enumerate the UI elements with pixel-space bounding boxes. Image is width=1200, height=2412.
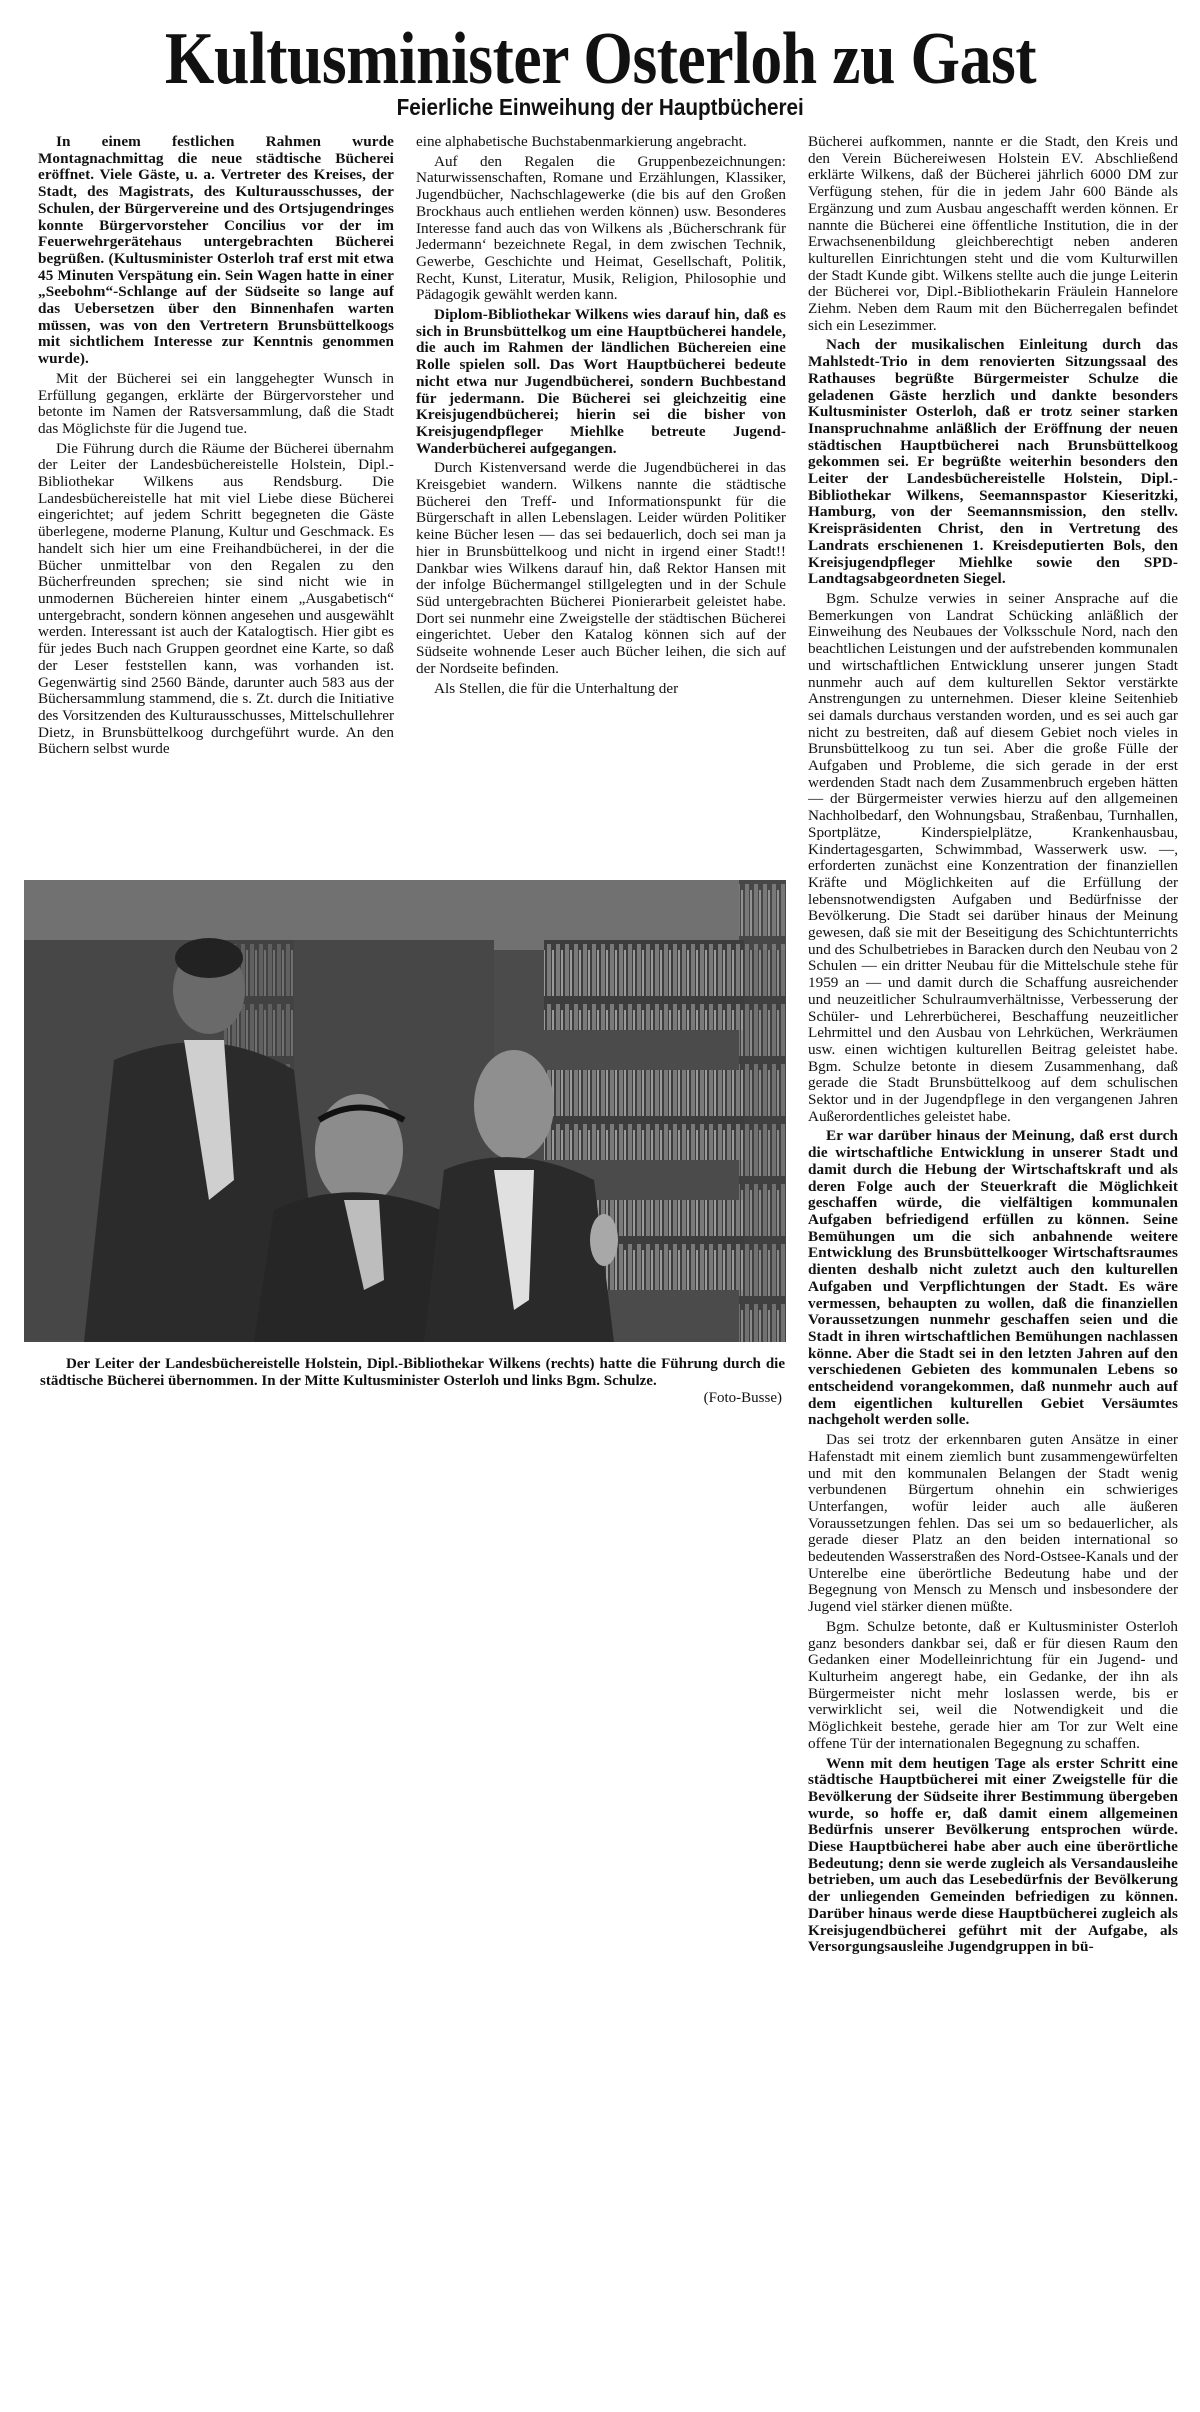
- paragraph-bold: Diplom-Bibliothekar Wilkens wies darauf hin, daß es sich in Brunsbüttelkog um eine Hauptbücherei handele, die auch im Rahmen der ländlichen Büchereien eine Rolle spielen soll. Das Wort Hauptbücherei bedeute nicht etwa nur Jugendbücherei, sondern Buchbestand für jedermann. Die Bücherei sei gleichzeitig eine Kreisjugendbücherei; hierin sei die bisher von Kreisjugendpfleger Miehlke betreute Jugend-Wanderbücherei aufgegangen.: [416, 306, 786, 457]
- wall: [24, 880, 786, 950]
- paragraph: Als Stellen, die für die Unterhaltung der: [434, 679, 679, 697]
- bookshelf: [544, 940, 744, 1030]
- paragraph-continued: Bücherei aufkommen, nannte er die Stadt, den Kreis und den Verein Büchereiwesen Holstein EV. Abschließend erklärte Wilkens, daß der Bücherei jährlich 6000 DM zur Verfügung stehen, für die in jedem Jahr 600 Bände als Ergänzung und zum Ausbau angeschafft werden können. Er nannte die Bücherei eine öffentliche Institution, die in der Erwachsenenbildung gleichberechtigt neben anderen kulturellen Einrichtungen steht und die vom Kulturwillen der Stadt Kunde gibt. Wilkens stellte auch die junge Leiterin der Bücherei vor, Dipl.-Bibliothekarin Fräulein Hannelore Ziehm. Neben dem Raum mit den Bücherregalen befindet sich ein Lesezimmer.: [808, 134, 1178, 334]
- article-column-1: [38, 134, 394, 874]
- photo-credit: (Foto-Busse): [703, 1390, 782, 1406]
- paragraph-bold: Er war darüber hinaus der Meinung, daß erst durch die wirtschaftliche Entwicklung in unserer Stadt und damit durch die Hebung der Wirtschaftskraft und als deren Folge auch der Steuerkraft die Möglichkeit geschaffen würde, die vielfältigen kommunalen Aufgaben befriedigend erfüllen zu können. Seine Bemühungen um die sich anbahnende weitere Entwicklung des Brunsbüttelkooger Wirtschaftsraumes dienten deshalb nicht zuletzt auch den kulturellen Aufgaben und Verpflichtungen der Stadt. Es wäre vermessen, behaupten zu wollen, daß die finanziellen Voraussetzungen nunmehr geschaffen seien und die Stadt in ihren wirtschaftlichen Bemühungen nachlassen könne. Aber die Stadt sei in den letzten Jahren auf den verschiedenen Gebieten des kommunalen Lebens so entscheidend vorangekommen, daß nunmehr auch auf dem eigentlichen kulturellen Gebiet Versäumtes nachgeholt werden solle.: [808, 1127, 1178, 1429]
- lead-paragraph: In einem festlichen Rahmen wurde Montagnachmittag die neue städtische Bücherei eröffnet. Viele Gäste, u. a. Vertreter des Kreises, der Stadt, des Magistrats, des Kulturausschusses, der Schulen, der Bürgervereine und des Ortsjugendringes konnte Bürgervorsteher Concilius vor der im Feuerwehrgerätehaus untergebrachten Bücherei begrüßen. (Kultusminister Osterloh traf erst mit etwa 45 Minuten Verspätung ein. Sein Wagen hatte in einer „Seebohm“-Schlange auf der Südseite so lange auf das Uebersetzen über den Binnenhafen warten müssen, was von den Vertretern Brunsbüttelkoogs mit sichtlichem Interesse zur Kenntnis genommen wurde).: [38, 134, 394, 368]
- paragraph: Mit der Bücherei sei ein langgehegter Wunsch in Erfüllung gegangen, erklärte der Bürgervorsteher und betonte im Namen der Ratsversammlung, daß die Stadt das Möglichste für die Jugend tue.: [38, 369, 394, 437]
- paragraph: Das sei trotz der erkennbaren guten Ansätze in einer Hafenstadt mit einem ziemlich bunt zusammengewürfelten und mit den kommunalen Belangen der Stadt wenig verbundenen Bürgertum ohnehin ein schwieriges Unterfangen, wofür leider auch alle äußeren Voraussetzungen fehlen. Das sei um so bedauerlicher, als gerade dieser Platz an den beiden international so bedeutenden Wasserstraßen des Nord-Ostsee-Kanals und der Unterelbe eine überörtliche Bedeutung habe und der Begegnung von Mensch zu Mensch und insbesondere der Jugend viel stärker dienen müßte.: [808, 1431, 1178, 1616]
- paragraph-bold: Nach der musikalischen Einleitung durch das Mahlstedt-Trio in dem renovierten Sitzungssaal des Rathauses begrüßte Bürgermeister Schulze die geladenen Gäste herzlich und dankte besonders Kultusminister Osterloh, daß er trotz seiner starken Inanspruchnahme anläßlich der Eröffnung der neuen städtischen Hauptbücherei nach Brunsbüttelkoog gekommen sei. Er begrüßte weiterhin besonders den Leiter der Landesbüchereistelle Holstein, Dipl.-Bibliothekar Wilkens, Seemannspastor Kieseritzki, Hamburg, von der Seemannsmission, den stellv. Kreispräsidenten Christ, den in Vertretung des Landrats erschienenen 1. Kreisdeputierten Bols, den Kreisjugendpfleger Miehlke sowie den SPD-Landtagsabgeordneten Siegel.: [808, 336, 1178, 588]
- photo-caption: Der Leiter der Landesbüchereistelle Holstein, Dipl.-Bibliothekar Wilkens (rechts) hatte die Führung durch die städtische Bücherei übernommen. In der Mitte Kultusminister Osterloh und links Bgm. Schulze.: [40, 1356, 785, 1389]
- photo-library-visit: [24, 880, 786, 1342]
- paragraph: Die Führung durch die Räume der Bücherei übernahm der Leiter der Landesbüchereistelle Holstein, Dipl.-Bibliothekar Wilkens aus Rendsburg. Die Landesbüchereistelle hat mit viel Liebe diese Bücherei eingerichtet; auf jedem Schritt begegneten die Gäste überlegene, moderne Planung, Kultur und Geschmack. Es handelt sich hier um eine Freihandbücherei, in der die Bücher unmittelbar von den Regalen zu den Bücherfreunden sprechen; sie sind nicht wie in unmodernen Büchereien hinter einem „Ausgabetisch“ untergebracht, sondern können angesehen und ausgewählt werden. Interessant ist auch der Katalogtisch. Hier gibt es für jedes Buch nach Gruppen geordnet eine Karte, so daß der Leser feststellen kann, was vorhanden ist. Gegenwärtig sind 2560 Bände, darunter auch 583 aus der Büchersammlung stammend, die s. Zt. durch die Initiative des Vorsitzenden des Kulturausschusses, Mittelschullehrer Dietz, in Brunsbüttelkoog durchgeführt wurde. An den Büchern selbst wurde: [38, 439, 394, 758]
- headline: Kultusminister Osterloh zu Gast: [164, 18, 1036, 100]
- headline-wrap: [0, 18, 1200, 100]
- news-photo: [24, 880, 786, 1342]
- subheadline: Feierliche Einweihung der Hauptbücherei: [396, 94, 804, 120]
- paragraph-continued: eine alphabetische Buchstabenmarkierung angebracht.: [416, 134, 747, 150]
- paragraph: Bgm. Schulze verwies in seiner Ansprache auf die Bemerkungen von Landrat Schücking anläßlich der Einweihung des Neubaues der Volksschule Nord, nach den beachtlichen Leistungen und der aufstrebenden kommunalen und wirtschaftlichen Entwicklung unserer jungen Stadt nunmehr auch auf dem kulturellen Sektor verstärkte Anstrengungen zu unternehmen. Dieser kleine Seitenhieb sei damals durchaus verstanden worden, und es sei auch gar nicht zu bestreiten, daß auf diesem Gebiet noch vieles in Brunsbüttelkoog zu tun sei. Aber die große Fülle der Aufgaben und Probleme, die sich gerade in der erst werdenden Stadt nach dem Zusammenbruch ergeben hätten — der Bürgermeister verwies hierzu auf den allgemeinen Nachholbedarf, den Wohnungsbau, Straßenbau, Turnhallen, Sportplätze, Kinderspielplätze, Krankenhausbau, Kindertagesgarten, Schwimmbad, Wasserwerk usw. —, erforderten zunächst eine Konzentration der finanziellen Kräfte und Möglichkeiten auf die Erfüllung der lebensnotwendigsten Aufgaben und Bedürfnisse der Bevölkerung. Die Stadt sei darüber hinaus der Meinung gewesen, daß sie mit der Beseitigung des Schichtunterrichts und des Schulbetriebes in Baracken durch den Neubau von 2 Schulen — ein dritter Neubau für die Mittelschule stehe für 1959 an — und damit durch die Schaffung ausreichender und neuzeitlicher Schulraumverhältnisse, Verbesserung der Schüler- und Lehrerbücherei, Beschaffung neuzeitlicher Lehrmittel und den Ausbau von Lehrküchen, Werkräumen usw. einen wichtigen kulturellen Beitrag geleistet habe. Bgm. Schulze betonte in diesem Zusammenhang, daß gerade die Stadt Brunsbüttelkoog auf dem schulischen Sektor und in der Jugendpflege in den vergangenen Jahren Außerordentliches geleistet habe.: [808, 589, 1178, 1125]
- bookshelf: [544, 1070, 744, 1160]
- paragraph: Durch Kistenversand werde die Jugendbücherei in das Kreisgebiet wandern. Wilkens nannte die städtische Bücherei den Treff- und Informationspunkt für die Bürgerschaft in allen Lebenslagen. Leider würden Politiker keine Bücher lesen — das sei bedauerlich, doch sei man ja hier in Brunsbüttelkoog und nicht in irgend einer Stadt!! Dankbar wies Wilkens darauf hin, daß Rektor Hansen mit der infolge Büchermangel stillgelegten und in der Schule Süd untergebrachten Bücherei Pionierarbeit geleistet habe. Dort sei nunmehr eine Zweigstelle der städtischen Bücherei eingerichtet. Ueber den Katalog können sich auf der Südseite wohnende Leser auch Bücher leihen, die sich auf der Nordseite befinden.: [416, 459, 786, 677]
- article-column-3: [808, 134, 1178, 2384]
- subheadline-wrap: [0, 94, 1200, 120]
- paragraph-bold: Wenn mit dem heutigen Tage als erster Schritt eine städtische Hauptbücherei mit einer Zweigstelle für die Bevölkerung der Südseite ihrer Bestimmung übergeben wurde, so hoffe er, daß damit einem allgemeinen Bedürfnis unserer Bevölkerung entsprochen würde. Diese Hauptbücherei habe aber auch eine überörtliche Bedeutung; denn sie werde zugleich als Versandausleihe betrieben, um auch das Lesebedürfnis der Bevölkerung der unliegenden Gemeinden befriedigen zu können. Darüber hinaus werde diese Hauptbücherei zugleich als Kreisjugendbücherei geführt mit der Aufgabe, als Versorgungsausleihe Jugendgruppen in bü-: [808, 1754, 1178, 1956]
- article-column-2: [416, 134, 786, 874]
- paragraph: Auf den Regalen die Gruppenbezeichnungen: Naturwissenschaften, Romane und Erzählungen, Klassiker, Jugendbücher, Nachschlagewerke (die bis auf den Großen Brockhaus auch entliehen werden können) usw. Besonderes Interesse fand auch das von Wilkens als ‚Bücherschrank für Jedermann‘ bezeichnete Regal, in dem zwischen Technik, Gewerbe, Geschichte und Heimat, Gesellschaft, Politik, Recht, Kunst, Literatur, Musik, Religion, Philosophie und Pädagogik gewählt werden kann.: [416, 152, 786, 304]
- paragraph: Bgm. Schulze betonte, daß er Kultusminister Osterloh ganz besonders dankbar sei, daß er für diesen Raum den Gedanken einer Modelleinrichtung für ein Jugend- und Kulturheim angeregt habe, ein Gedanke, der ihn als Bürgermeister nicht mehr loslassen werde, bis er verwirklicht sei, weil die Notwendigkeit und die Möglichkeit bestehe, gerade hier am Tor zur Welt eine offene Tür der internationalen Begegnung zu schaffen.: [808, 1617, 1178, 1752]
